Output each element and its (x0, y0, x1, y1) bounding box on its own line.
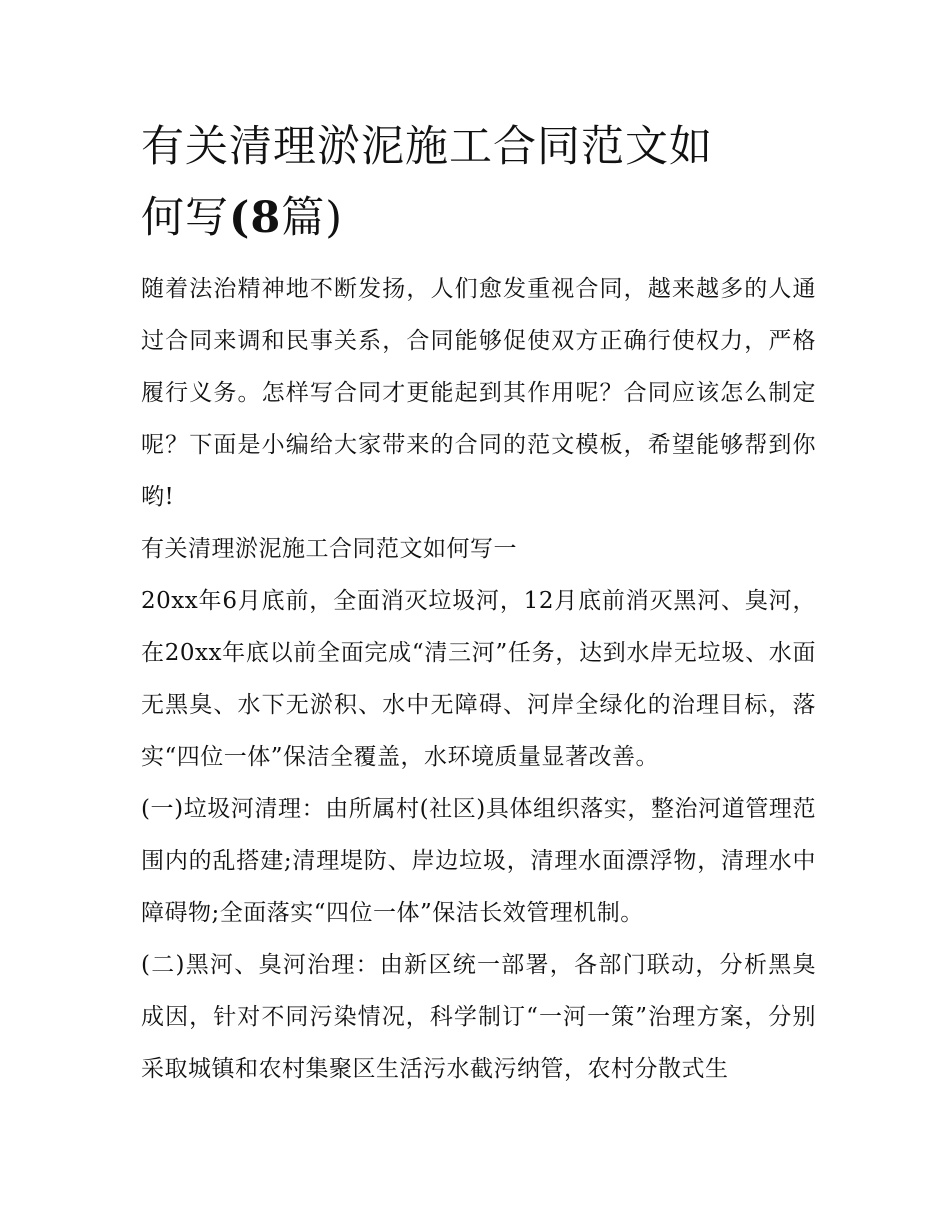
document-body (141, 112, 816, 1095)
body-paragraph-garbage-river: (一)垃圾河清理：由所属村(社区)具体组织落实，整治河道管理范围内的乱搭建;清理堤防、岸边垃圾，清理水面漂浮物，清理水中障碍物;全面落实“四位一体”保洁长效管理机制。 (141, 796, 816, 926)
document-title (141, 112, 816, 254)
section-heading: 有关清理淤泥施工合同范文如何写一 (141, 536, 517, 562)
title-line-1: 有关清理淤泥施工合同范文如 (141, 122, 713, 172)
title-line-2-prefix: 何写 (141, 193, 229, 243)
body-paragraph-goals: 20xx年6月底前，全面消灭垃圾河，12月底前消灭黑河、臭河，在20xx年底以前全面完成“清三河”任务，达到水岸无垃圾、水面无黑臭、水下无淤积、水中无障碍、河岸全绿化的治理目标，落实“四位一体”保洁全覆盖，水环境质量显著改善。 (141, 588, 816, 770)
title-line-2-suffix: 篇) (281, 193, 344, 243)
title-line-2-number: (8 (229, 193, 282, 243)
intro-paragraph: 随着法治精神地不断发扬，人们愈发重视合同，越来越多的人通过合同来调和民事关系，合同能够促使双方正确行使权力，严格履行义务。怎样写合同才更能起到其作用呢？合同应该怎么制定呢？下面是小编给大家带来的合同的范文模板，希望能够帮到你哟! (141, 276, 816, 510)
body-paragraph-black-river: (二)黑河、臭河治理：由新区统一部署，各部门联动，分析黑臭成因，针对不同污染情况，科学制订“一河一策”治理方案，分别采取城镇和农村集聚区生活污水截污纳管，农村分散式生 (141, 952, 816, 1082)
